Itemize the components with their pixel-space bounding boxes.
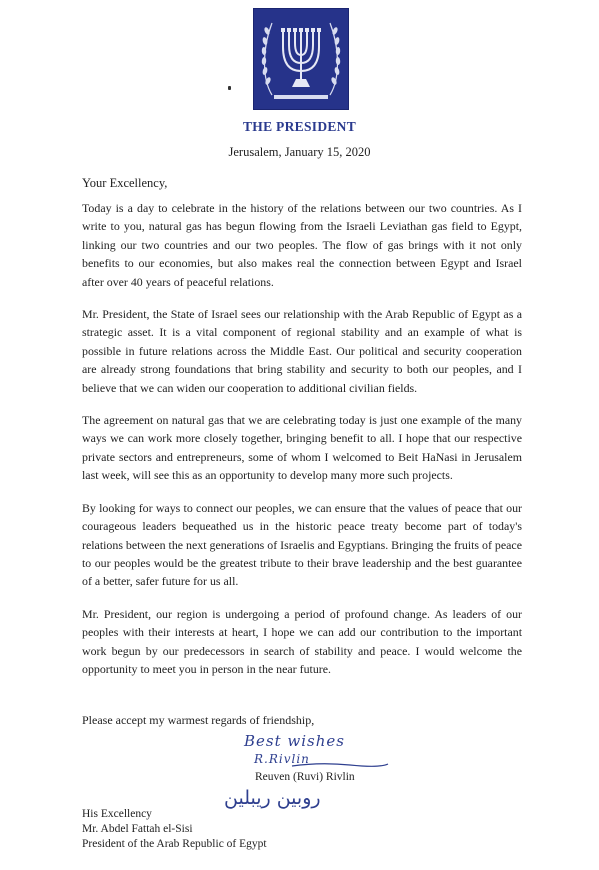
body-paragraph-1: Today is a day to celebrate in the history of the relations between our two countries. As I write to you, natural gas has begun flowing from the Israeli Leviathan gas field to Egypt, linking our two countries and our two peoples. The flow of gas brings with it not only benefits to our economies, but also makes real the connection between Egypt and Israel after over 40 years of peaceful relations. bbox=[82, 201, 522, 289]
body-paragraph-4: By looking for ways to connect our peoples, we can ensure that the values of peace that our courageous leaders bequeathed us in the historic peace treaty become part of today's relations between the next generations of Israelis and Egyptians. Bringing the fruits of peace to our peoples would be the greatest tribute to their brave leadership and the best guarantee of a better, safer future for us all. bbox=[82, 500, 522, 589]
recipient-block bbox=[82, 807, 267, 852]
menorah-emblem-icon bbox=[253, 8, 349, 110]
recipient-line-3: President of the Arab Republic of Egypt bbox=[82, 838, 267, 850]
handwritten-note: Best wishes bbox=[244, 732, 345, 750]
letter-body bbox=[82, 199, 522, 692]
ink-speck bbox=[228, 86, 231, 90]
recipient-line-2: Mr. Abdel Fattah el-Sisi bbox=[82, 823, 193, 835]
handwritten-signature: R.Rivlin bbox=[254, 752, 310, 766]
signer-name: Reuven (Ruvi) Rivlin bbox=[255, 771, 355, 783]
closing-line: Please accept my warmest regards of friendship, bbox=[82, 713, 315, 727]
salutation: Your Excellency, bbox=[82, 176, 168, 190]
signature-flourish bbox=[290, 756, 390, 770]
arabic-signature: روبين ريبلين bbox=[224, 787, 321, 809]
body-paragraph-2: Mr. President, the State of Israel sees our relationship with the Arab Republic of Egypt as a strategic asset. It is a vital component of regional stability and an example of what is possible in future relations across the Middle East. Our political and security cooperation are already strong foundations that bring stability and security to both our peoples, and I believe that we can widen our cooperation to additional civilian fields. bbox=[82, 307, 522, 395]
letterhead-title: THE PRESIDENT bbox=[242, 119, 357, 134]
dateline: Jerusalem, January 15, 2020 bbox=[228, 145, 371, 159]
body-paragraph-3: The agreement on natural gas that we are celebrating today is just one example of the many ways we can work more closely together, bringing benefit to all. I hope that our respective private sectors and entrepreneurs, some of whom I welcomed to Beit HaNasi in Jerusalem last week, will see this as an opportunity to develop many more such projects. bbox=[82, 413, 522, 483]
body-paragraph-5: Mr. President, our region is undergoing a period of profound change. As leaders of our peoples with their interests at heart, I hope we can add our contribution to the important work begun by our predecessors in search of stability and peace. I would welcome the opportunity to meet you in person in the near future. bbox=[82, 606, 522, 676]
state-emblem-icon bbox=[254, 9, 348, 109]
recipient-line-1: His Excellency bbox=[82, 808, 152, 820]
